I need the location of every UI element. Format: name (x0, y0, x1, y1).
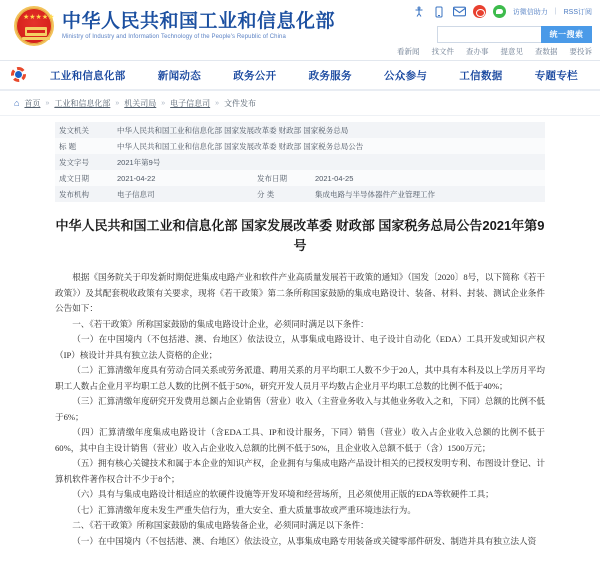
nav-item-public[interactable]: 公众参与 (383, 69, 428, 82)
table-row (55, 170, 545, 186)
search-button[interactable]: 统一搜索 (541, 26, 592, 43)
breadcrumb-separator-4: » (215, 99, 220, 107)
quick-link-documents[interactable]: 找文件 (431, 47, 454, 56)
article-paragraph: 二、《若干政策》所称国家鼓励的集成电路装备企业，必须同时满足以下条件： (72, 520, 369, 530)
table-row (55, 122, 545, 138)
weibo-icon[interactable] (473, 5, 486, 18)
site-title-en: Ministry of Industry and Information Technology of the People's Republic of China (62, 33, 286, 40)
article-paragraph: （三）汇算清缴年度研究开发费用总额占企业销售（营业）收入（主营业务收入与其他业务收入之和，下同）总额的比例不低于6%； (55, 396, 545, 422)
meta-value-issuer[interactable]: 中华人民共和国工业和信息化部 国家发展改革委 财政部 国家税务总局 (117, 125, 349, 135)
article-paragraph: （二）汇算清缴年度具有劳动合同关系或劳务派遣、聘用关系的月平均职工人数不少于20人，其中具有本科及以上学历月平均职工人数占企业月平均职工总人数的比例不低于50%，研究开发人员月平均数占企业月平均职工总数的比例不低于40%； (55, 365, 545, 391)
article-paragraph: （一）在中国境内（不包括港、澳、台地区）依法设立，从事集成电路设计、电子设计自动化（EDA）工具开发或知识产权（IP）核设计并具有独立法人资格的企业； (55, 334, 545, 360)
article-paragraph: （六）具有与集成电路设计相适应的软硬件设施等开发环境和经营场所，且必须使用正版的EDA等软硬件工具； (72, 489, 494, 499)
breadcrumb (0, 91, 600, 116)
table-row (55, 138, 545, 154)
nav-item-data[interactable]: 工信数据 (459, 69, 503, 82)
national-emblem-icon (14, 6, 54, 46)
quick-links (397, 46, 592, 57)
breadcrumb-item-electronics[interactable]: 电子信息司 (170, 98, 211, 108)
meta-value-writedate: 2021-04-22 (117, 173, 156, 183)
meta-value-category: 集成电路与半导体器件产业管理工作 (315, 189, 435, 199)
article-paragraph: （七）汇算清缴年度未发生严重失信行为，重大安全、重大质量事故或严重环境违法行为。 (72, 504, 416, 515)
meta-label-issuer: 发文机关 (59, 125, 89, 135)
meta-label-category: 分 类 (257, 189, 275, 199)
document-metadata (0, 116, 600, 202)
gear-center-dot (15, 71, 22, 78)
metadata-table (55, 122, 545, 202)
meta-value-docnumber: 2021年第9号 (117, 157, 161, 167)
main-navigation (0, 60, 600, 91)
breadcrumb-item-home[interactable]: 首页 (24, 98, 41, 108)
meta-label-publisher: 发布机构 (59, 189, 89, 199)
emblem-base (22, 37, 50, 40)
meta-label-publishdate: 发布日期 (257, 173, 287, 183)
breadcrumb-item-ministry[interactable]: 工业和信息化部 (54, 98, 111, 108)
breadcrumb-item-current: 文件发布 (224, 98, 257, 108)
article-paragraph: （一）在中国境内（不包括港、澳、台地区）依法设立，从事集成电路专用装备或关键零部件研发、制造并具有独立法人资 (72, 535, 537, 546)
utility-bar (413, 5, 592, 18)
rss-link[interactable]: RSS订阅 (563, 8, 592, 16)
breadcrumb-separator-3: » (161, 99, 166, 107)
breadcrumb-separator-1: » (45, 99, 50, 107)
utility-separator: | (554, 8, 557, 15)
search-input[interactable] (437, 26, 541, 43)
meta-value-title[interactable]: 中华人民共和国工业和信息化部 国家发展改革委 财政部 国家税务总局公告 (117, 141, 364, 151)
brand-text (62, 11, 335, 42)
site-header (0, 0, 600, 60)
miit-gear-logo-icon[interactable] (10, 66, 28, 84)
search-bar (437, 26, 592, 43)
quick-link-services[interactable]: 查办事 (466, 47, 489, 56)
article (0, 202, 600, 549)
nav-item-ministry[interactable]: 工业和信息化部 (50, 69, 126, 82)
mail-icon[interactable] (453, 5, 466, 18)
nav-item-news[interactable]: 新闻动态 (157, 69, 201, 82)
quick-link-feedback[interactable]: 提意见 (500, 47, 523, 56)
meta-label-docnumber: 发文字号 (59, 157, 89, 167)
nav-item-topics[interactable]: 专题专栏 (534, 69, 578, 82)
quick-link-news[interactable]: 看新闻 (397, 47, 420, 56)
article-body (55, 270, 545, 549)
site-title-cn: 中华人民共和国工业和信息化部 (62, 10, 336, 32)
nav-item-openness[interactable]: 政务公开 (233, 69, 277, 82)
emblem-gate (25, 27, 47, 36)
article-paragraph: （四）汇算清缴年度集成电路设计（含EDA工具、IP和设计服务，下同）销售（营业）收入占企业收入总额的比例不低于60%，其中自主设计销售（营业）收入占企业收入总额的比例不低于50%，且企业收入总额不低于（含）1500万元； (55, 427, 545, 453)
meta-value-publishdate: 2021-04-25 (315, 173, 354, 183)
breadcrumb-separator-2: » (115, 99, 120, 107)
mobile-icon[interactable] (433, 5, 446, 18)
site-brand[interactable] (14, 6, 335, 46)
barrier-free-link[interactable]: 访微信助力 (512, 8, 548, 16)
nav-item-list (50, 68, 600, 83)
home-icon[interactable]: ⌂ (14, 97, 20, 108)
article-paragraph: 根据《国务院关于印发新时期促进集成电路产业和软件产业高质量发展若干政策的通知》（国发〔2020〕8号，以下简称《若干政策》）及其配套税收政策有关要求，现将《若干政策》第二条所称国家鼓励的集成电路设计、装备、材料、封装、测试企业条件公告如下： (55, 272, 545, 313)
accessibility-icon[interactable] (413, 5, 426, 18)
meta-label-title: 标 题 (59, 141, 77, 151)
article-paragraph: 一、《若干政策》所称国家鼓励的集成电路设计企业，必须同时满足以下条件： (72, 318, 369, 329)
breadcrumb-item-departments[interactable]: 机关司局 (124, 98, 157, 108)
table-row (55, 154, 545, 170)
table-row (55, 186, 545, 202)
quick-link-complaint[interactable]: 要投诉 (569, 47, 592, 56)
article-paragraph: （五）拥有核心关键技术和属于本企业的知识产权，企业拥有与集成电路产品设计相关的已授权发明专利、布图设计登记、计算机软件著作权合计不少于8个； (55, 458, 545, 484)
quick-link-data[interactable]: 查数据 (535, 47, 558, 56)
meta-label-writedate: 成文日期 (59, 173, 89, 183)
meta-value-publisher: 电子信息司 (117, 189, 155, 199)
nav-item-services[interactable]: 政务服务 (308, 69, 352, 82)
page-title: 中华人民共和国工业和信息化部 国家发展改革委 财政部 国家税务总局公告2021年第9号 (55, 218, 545, 253)
emblem-stars: ★★★★★ (23, 14, 55, 21)
wechat-icon[interactable] (493, 5, 506, 18)
